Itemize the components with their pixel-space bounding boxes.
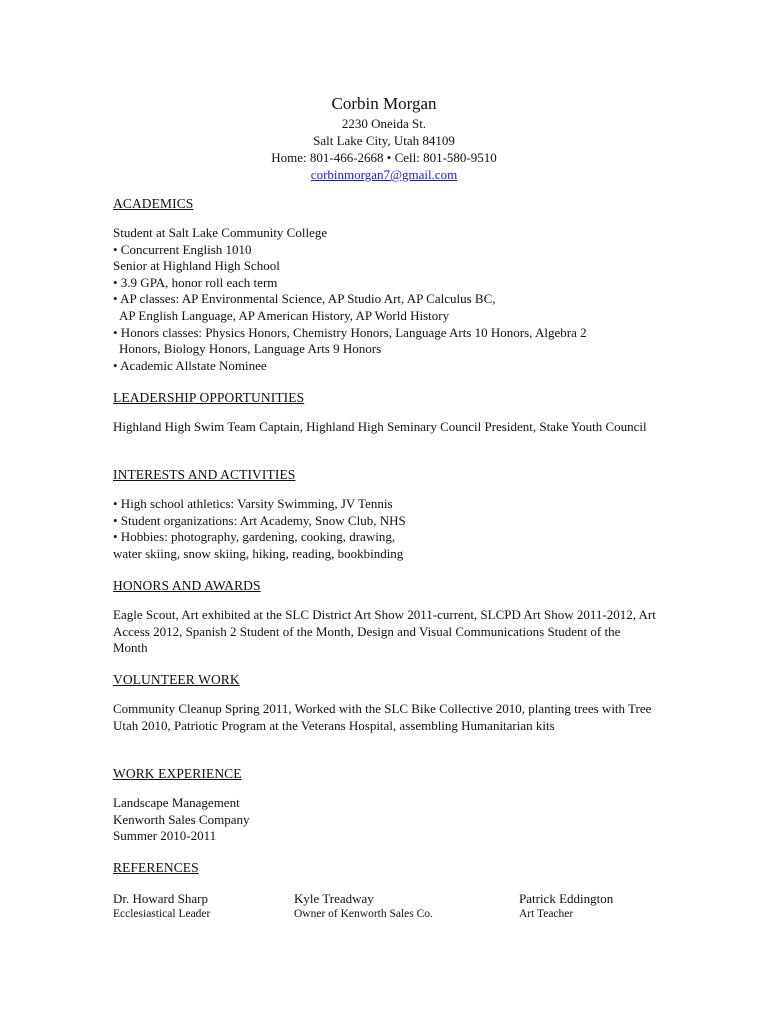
- interests-section: [113, 496, 658, 562]
- academics-line: • Academic Allstate Nominee: [113, 357, 267, 373]
- reference-name: Dr. Howard Sharp: [113, 891, 208, 906]
- academics-line: Honors, Biology Honors, Language Arts 9 Honors: [119, 341, 382, 357]
- work-line: Summer 2010-2011: [113, 828, 217, 844]
- interests-line: • High school athletics: Varsity Swimming, JV Tennis: [113, 496, 393, 511]
- phone-numbers: Home: 801-466-2668 • Cell: 801-580-9510: [271, 150, 497, 165]
- volunteer-heading: VOLUNTEER WORK: [113, 672, 240, 687]
- interests-line: • Hobbies: photography, gardening, cooking, drawing,: [113, 529, 396, 545]
- interests-line: • Student organizations: Art Academy, Snow Club, NHS: [113, 512, 406, 528]
- honors-text: Eagle Scout, Art exhibited at the SLC District Art Show 2011-current, SLCPD Art Show 2011-2012, Art Access 2012, Spanish 2 Student of the Month, Design and Visual Communications Student of the Month: [113, 607, 656, 656]
- work-line: Landscape Management: [113, 795, 240, 810]
- work-line: Kenworth Sales Company: [113, 811, 250, 827]
- honors-section: [113, 607, 658, 657]
- academics-line: Senior at Highland High School: [113, 258, 280, 274]
- academics-line: • 3.9 GPA, honor roll each term: [113, 274, 278, 290]
- interests-heading: INTERESTS AND ACTIVITIES: [113, 467, 296, 482]
- academics-line: Student at Salt Lake Community College: [113, 225, 328, 240]
- academics-line: • Concurrent English 1010: [113, 241, 252, 257]
- reference-name: Patrick Eddington: [519, 891, 614, 906]
- reference-name: Kyle Treadway: [294, 891, 374, 906]
- academics-heading: ACADEMICS: [113, 196, 194, 211]
- academics-line: • AP classes: AP Environmental Science, AP Studio Art, AP Calculus BC,: [113, 291, 496, 307]
- applicant-name: Corbin Morgan: [331, 94, 437, 113]
- city-state-zip: Salt Lake City, Utah 84109: [313, 133, 455, 148]
- work-heading: WORK EXPERIENCE: [113, 766, 242, 781]
- street-address: 2230 Oneida St.: [341, 116, 427, 131]
- reference-entry: [519, 890, 613, 922]
- work-section: [113, 795, 658, 845]
- leadership-text: Highland High Swim Team Captain, Highland High Seminary Council President, Stake Youth Council: [113, 419, 647, 434]
- reference-role: Ecclesiastical Leader: [113, 908, 211, 920]
- references-heading: REFERENCES: [113, 860, 199, 875]
- contact-header: [0, 93, 768, 183]
- volunteer-section: [113, 701, 658, 734]
- reference-entry: [113, 890, 210, 922]
- academics-section: [113, 225, 658, 374]
- volunteer-text: Community Cleanup Spring 2011, Worked with the SLC Bike Collective 2010, planting trees with Tree Utah 2010, Patriotic Program at the Veterans Hospital, assembling Humanitarian kits: [113, 701, 652, 733]
- reference-entry: [294, 890, 433, 922]
- reference-role: Owner of Kenworth Sales Co.: [294, 908, 433, 920]
- leadership-section: [113, 419, 658, 436]
- honors-heading: HONORS AND AWARDS: [113, 578, 261, 593]
- email-link[interactable]: corbinmorgan7@gmail.com: [310, 167, 458, 182]
- interests-line: water skiing, snow skiing, hiking, reading, bookbinding: [113, 545, 404, 561]
- academics-line: • Honors classes: Physics Honors, Chemistry Honors, Language Arts 10 Honors, Algebra 2: [113, 324, 587, 340]
- leadership-heading: LEADERSHIP OPPORTUNITIES: [113, 390, 305, 405]
- academics-line: AP English Language, AP American History, AP World History: [119, 307, 450, 323]
- reference-role: Art Teacher: [519, 908, 574, 920]
